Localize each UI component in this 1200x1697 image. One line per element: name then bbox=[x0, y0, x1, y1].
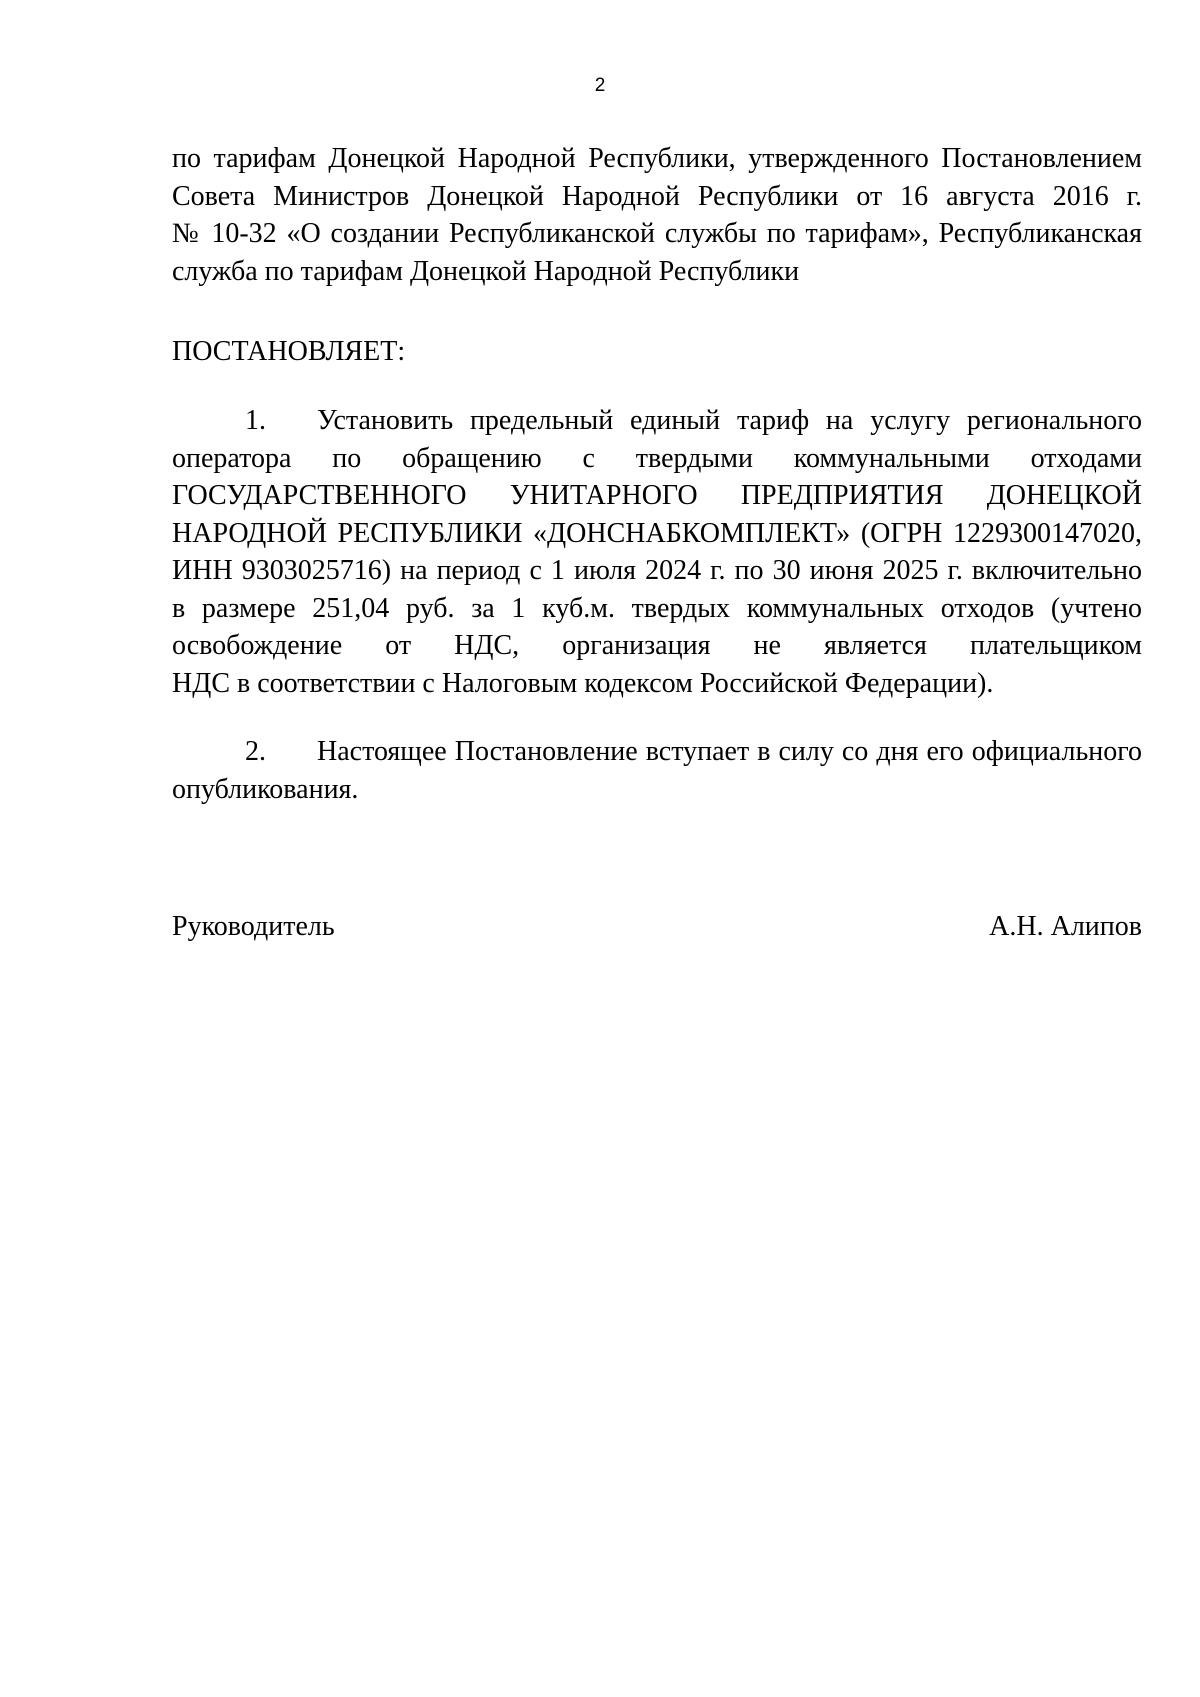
item-1-line: ГОСУДАРСТВЕННОГО УНИТАРНОГО ПРЕДПРИЯТИЯ ДОНЕЦКОЙ bbox=[172, 480, 1142, 511]
intro-line: Совета Министров Донецкой Народной Республики от 16 августа 2016 г. bbox=[172, 180, 1142, 212]
signature-block bbox=[172, 908, 1142, 946]
page-number: 2 bbox=[594, 75, 606, 96]
intro-paragraph bbox=[172, 140, 1142, 290]
item-1-line: в размере 251,04 руб. за 1 куб.м. твердых коммунальных отходов (учтено bbox=[172, 592, 1142, 624]
signatory-name: А.Н. Алипов bbox=[989, 911, 1142, 942]
item-1-line: ИНН 9303025716) на период с 1 июля 2024 г. по 30 июня 2025 г. включительно bbox=[172, 555, 1142, 586]
intro-line: № 10-32 «О создании Республиканской службы по тарифам», Республиканская bbox=[172, 218, 1142, 249]
item-1-first-text: Установить предельный единый тариф на услугу регионального bbox=[317, 405, 1142, 436]
item-2-first-text: Настоящее Постановление вступает в силу со дня его официального bbox=[317, 736, 1142, 767]
item-2 bbox=[172, 733, 1142, 808]
item-1-line: освобождение от НДС, организация не является плательщиком bbox=[172, 630, 1142, 661]
intro-line: по тарифам Донецкой Народной Республики, утвержденного Постановлением bbox=[172, 143, 1142, 174]
item-1-first-line bbox=[172, 402, 1142, 440]
item-2-first-line bbox=[172, 733, 1142, 771]
signatory-position: Руководитель bbox=[172, 911, 335, 942]
item-2-line: опубликования. bbox=[172, 773, 359, 805]
intro-line: служба по тарифам Донецкой Народной Республики bbox=[172, 255, 800, 287]
item-1-line: НАРОДНОЙ РЕСПУБЛИКИ «ДОНСНАБКОМПЛЕКТ» (ОГРН 1229300147020, bbox=[172, 517, 1142, 549]
item-1-line: оператора по обращению с твердыми коммунальными отходами bbox=[172, 442, 1142, 474]
item-1 bbox=[172, 402, 1142, 702]
item-2-number: 2. bbox=[245, 736, 266, 767]
item-1-line: НДС в соответствии с Налоговым кодексом Российской Федерации). bbox=[172, 667, 994, 699]
item-1-number: 1. bbox=[245, 405, 266, 436]
resolves-heading: ПОСТАНОВЛЯЕТ: bbox=[172, 336, 406, 367]
